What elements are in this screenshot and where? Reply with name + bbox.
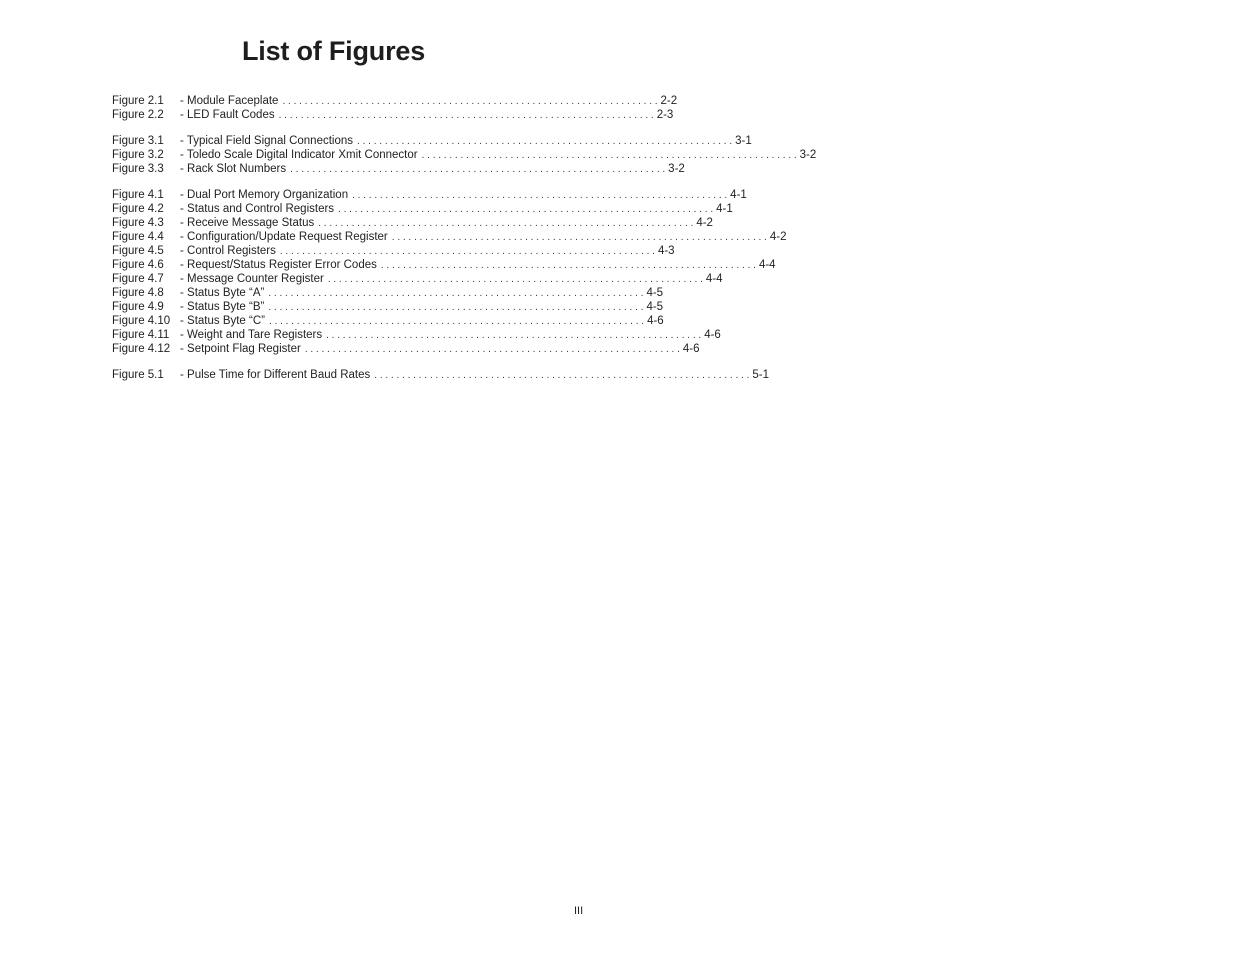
dot-leader xyxy=(269,315,644,329)
figure-title: - Status Byte “A” xyxy=(180,287,265,299)
page-title: List of Figures xyxy=(242,36,426,66)
figure-entry[interactable] xyxy=(112,244,675,258)
figure-entry[interactable] xyxy=(112,328,721,342)
dot-leader xyxy=(279,109,654,123)
figure-page: 3-2 xyxy=(799,149,817,161)
figure-entry[interactable] xyxy=(112,314,664,328)
figure-number: Figure 4.4 xyxy=(112,231,164,243)
dot-leader xyxy=(422,149,797,163)
figure-title: - Setpoint Flag Register xyxy=(180,343,301,355)
figure-title: - Status Byte “B” xyxy=(180,301,265,313)
figure-group-chapter-4 xyxy=(112,188,787,356)
figure-entry[interactable] xyxy=(112,188,747,202)
figure-page: 4-1 xyxy=(730,189,747,201)
dot-leader xyxy=(318,217,693,231)
figure-page: 4-2 xyxy=(769,231,787,243)
figure-number: Figure 4.9 xyxy=(112,301,164,313)
figure-entry[interactable] xyxy=(112,258,776,272)
figure-number: Figure 4.6 xyxy=(112,259,164,271)
figure-entry[interactable] xyxy=(112,216,713,230)
figure-title: - Request/Status Register Error Codes xyxy=(180,259,377,271)
figure-page: 4-4 xyxy=(705,273,723,285)
figure-group-chapter-5 xyxy=(112,368,769,382)
dot-leader xyxy=(282,95,657,109)
dot-leader xyxy=(381,259,756,273)
figure-page: 4-4 xyxy=(758,259,776,271)
dot-leader xyxy=(290,163,665,177)
figure-title: - Dual Port Memory Organization xyxy=(180,189,349,201)
figure-entry[interactable] xyxy=(112,202,733,216)
dot-leader xyxy=(326,329,701,343)
figure-title: - Status and Control Registers xyxy=(180,203,335,215)
figure-entry[interactable] xyxy=(112,300,664,314)
figure-entry[interactable] xyxy=(112,368,769,382)
figure-page: 4-6 xyxy=(704,329,721,341)
figure-title: - Status Byte “C” xyxy=(180,315,265,327)
figure-number: Figure 4.5 xyxy=(112,245,164,257)
dot-leader xyxy=(328,273,703,287)
figure-group-chapter-2 xyxy=(112,94,678,122)
figure-number: Figure 3.3 xyxy=(112,163,164,175)
figure-entry[interactable] xyxy=(112,134,752,148)
figure-entry[interactable] xyxy=(112,272,723,286)
figure-title: - Typical Field Signal Connections xyxy=(180,135,354,147)
figure-number: Figure 4.3 xyxy=(112,217,164,229)
figure-number: Figure 2.2 xyxy=(112,109,164,121)
figure-title: - Receive Message Status xyxy=(180,217,315,229)
figure-page: 3-2 xyxy=(668,163,685,175)
figure-page: 4-5 xyxy=(646,301,664,313)
figure-entry[interactable] xyxy=(112,162,685,176)
figure-page: 4-1 xyxy=(716,203,733,215)
figure-entry[interactable] xyxy=(112,108,674,122)
dot-leader xyxy=(352,189,727,203)
dot-leader xyxy=(268,287,643,301)
figure-number: Figure 2.1 xyxy=(112,95,164,107)
figure-number: Figure 3.2 xyxy=(112,149,164,161)
dot-leader xyxy=(374,369,749,383)
figure-title: - Toledo Scale Digital Indicator Xmit Connector xyxy=(180,149,418,161)
figure-title: - Rack Slot Numbers xyxy=(180,163,287,175)
figure-number: Figure 4.8 xyxy=(112,287,164,299)
figure-list xyxy=(112,94,817,394)
figure-number: Figure 4.1 xyxy=(112,189,164,201)
figure-title: - LED Fault Codes xyxy=(180,109,275,121)
figure-page: 4-3 xyxy=(657,245,675,257)
figure-number: Figure 4.7 xyxy=(112,273,164,285)
dot-leader xyxy=(268,301,643,315)
figure-number: Figure 4.11 xyxy=(112,329,170,341)
figure-page: 3-1 xyxy=(735,135,752,147)
figure-page: 4-6 xyxy=(682,343,700,355)
dot-leader xyxy=(305,343,680,357)
figure-page: 2-2 xyxy=(660,95,678,107)
dot-leader xyxy=(392,231,767,245)
figure-title: - Control Registers xyxy=(180,245,276,257)
figure-title: - Configuration/Update Request Register xyxy=(180,231,388,243)
figure-number: Figure 4.10 xyxy=(112,315,171,327)
dot-leader xyxy=(338,203,713,217)
figure-number: Figure 5.1 xyxy=(112,369,164,381)
figure-title: - Module Faceplate xyxy=(180,95,279,107)
figure-title: - Weight and Tare Registers xyxy=(180,329,323,341)
figure-entry[interactable] xyxy=(112,94,678,108)
page-number: III xyxy=(574,905,584,917)
figure-page: 2-3 xyxy=(656,109,674,121)
figure-entry[interactable] xyxy=(112,230,787,244)
figure-entry[interactable] xyxy=(112,286,664,300)
figure-number: Figure 3.1 xyxy=(112,135,164,147)
figure-title: - Pulse Time for Different Baud Rates xyxy=(180,369,371,381)
figure-page: 4-5 xyxy=(646,287,664,299)
figure-entry[interactable] xyxy=(112,342,700,356)
figure-page: 4-2 xyxy=(696,217,713,229)
figure-number: Figure 4.2 xyxy=(112,203,164,215)
figure-group-chapter-3 xyxy=(112,134,817,176)
figure-title: - Message Counter Register xyxy=(180,273,324,285)
figure-number: Figure 4.12 xyxy=(112,343,171,355)
figure-page: 5-1 xyxy=(752,369,769,381)
figure-page: 4-6 xyxy=(647,315,664,327)
dot-leader xyxy=(280,245,655,259)
dot-leader xyxy=(357,135,732,149)
figure-entry[interactable] xyxy=(112,148,817,162)
